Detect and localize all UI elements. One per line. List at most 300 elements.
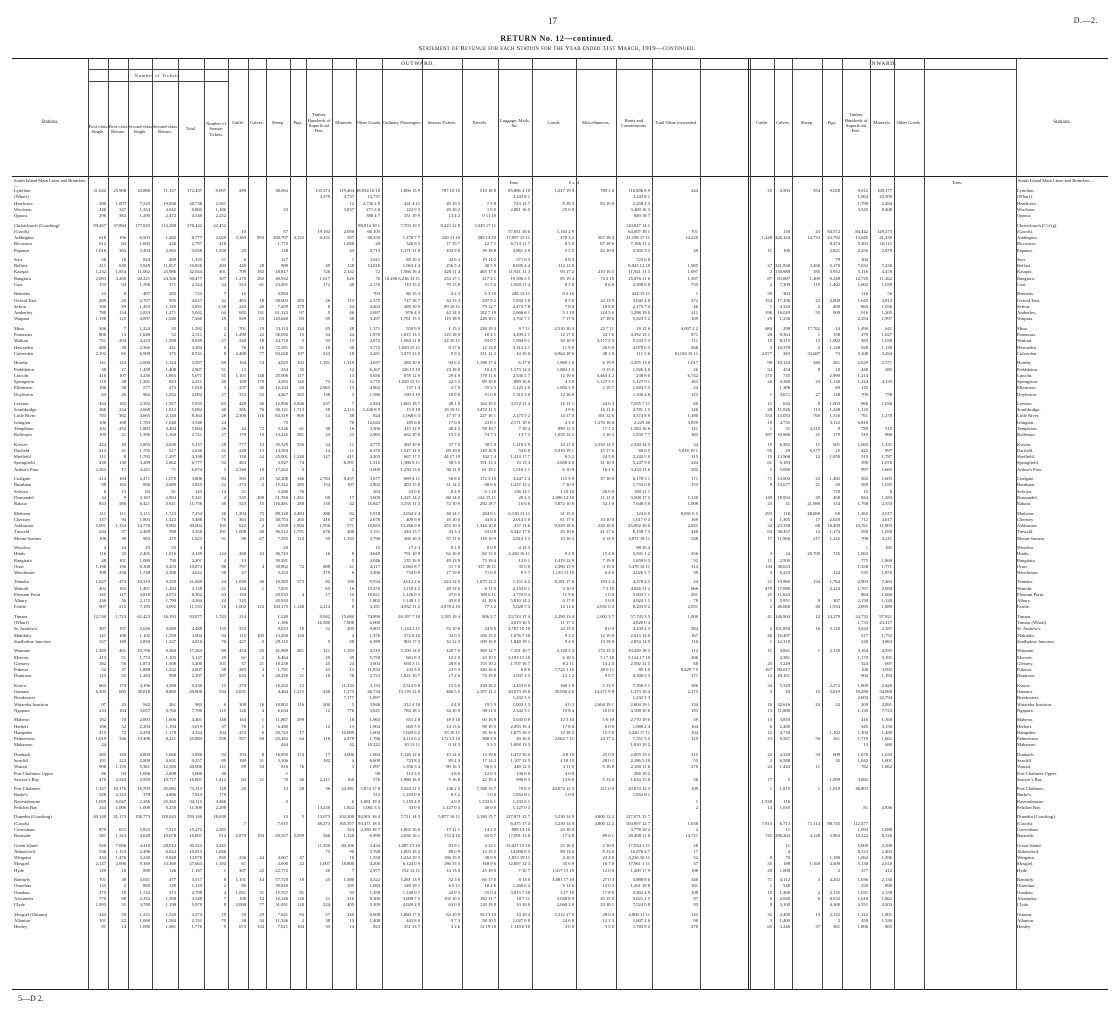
cell-n: 3,837 <box>343 206 354 212</box>
cell-x: 35 <box>767 861 772 867</box>
cell-o: 2,375 <box>369 297 380 303</box>
station-name-right: Fairlie. <box>1017 604 1031 610</box>
station-row <box>12 385 1108 391</box>
cell-v: 2,398 6 0 <box>632 281 650 287</box>
cell-d: 1,584 <box>165 917 176 923</box>
cell-c: 1,231 <box>139 911 150 917</box>
cell-q: 102 10 0 <box>443 895 460 901</box>
cell-x: 23 <box>767 736 772 741</box>
cell-k: 20,743 <box>275 729 288 735</box>
cell-v: 2,160 11 6 <box>630 764 650 770</box>
cell-ac: 2,084 <box>881 585 892 591</box>
cell-n: 18 <box>349 717 354 723</box>
cell-b: 89 <box>121 303 126 309</box>
cell-a: 1,627 <box>95 579 106 585</box>
station-name: Omakau <box>14 889 30 895</box>
cell-a: 182 <box>99 717 106 723</box>
cell-e: 30,323 <box>189 842 202 848</box>
station-row <box>12 407 1108 413</box>
cell-l: 120 <box>297 902 304 907</box>
cell-n: 5 <box>351 557 354 563</box>
cell-f: 2,298 <box>215 804 226 810</box>
cell-p: 1,761 15 5 <box>400 316 420 322</box>
station-name: Winslow <box>14 545 31 550</box>
cell-w: 14,721 <box>685 833 698 839</box>
cell-k: 11,867 <box>275 717 288 723</box>
cell-n: 15,680 <box>341 613 354 619</box>
cell-g: 1,008 <box>235 529 246 535</box>
cell-t: 6 10 3 <box>562 654 574 660</box>
cell-e: 2,511 <box>191 332 202 338</box>
cell-b: 180 <box>119 638 126 644</box>
cell-h: 2 <box>261 654 264 660</box>
station-name: Islington <box>14 419 31 425</box>
cell-k: 38,003 <box>275 297 288 303</box>
cell-t: 1,692 1 9 <box>556 385 574 391</box>
cell-u: 181 12 6 <box>597 413 614 419</box>
station-name-right: Caversham. <box>1017 826 1039 832</box>
cell-aa: 2,821 <box>829 247 840 253</box>
cell-x: 41 <box>767 613 772 619</box>
station-row <box>12 529 1108 535</box>
cell-k: 3,690 <box>277 861 288 867</box>
station-name-right: Sawyer's Bay. <box>1017 776 1043 782</box>
cell-v: 238 8 0 <box>636 372 650 378</box>
cell-u: 25 17 6 <box>600 447 614 453</box>
cell-a: 1,196 <box>95 563 106 569</box>
station-name-right: Oamaru. <box>1017 689 1033 694</box>
cell-o: 2,965 <box>369 432 380 438</box>
cell-a: 399 <box>99 200 106 206</box>
cell-u: 25 0 0 <box>602 751 614 757</box>
cell-s: 246 13 11 <box>511 291 530 297</box>
cell-f: 3 <box>223 325 226 331</box>
cell-d: 590 <box>169 529 176 535</box>
cell-s: 52 6 0 <box>518 447 530 453</box>
cell-ab: 1,312 <box>857 911 868 917</box>
cell-c: 9,160 <box>139 861 150 867</box>
cell-q: 6 0 11 <box>448 883 460 889</box>
cell-e: 5,935 <box>191 400 202 406</box>
cell-f: 76 <box>221 516 226 522</box>
station-row <box>12 257 1108 263</box>
cell-g: 20 <box>241 786 246 792</box>
cell-p: 289 10 9 <box>403 303 420 309</box>
cell-k: 15,537 <box>275 889 288 895</box>
cell-h: 19 <box>259 325 264 331</box>
cell-h: 15 <box>259 501 264 507</box>
cell-t: 12 17 0 <box>560 332 574 338</box>
cell-a: 153 <box>99 281 106 287</box>
cell-q: 1 15 3 <box>448 325 460 331</box>
cell-l: 381 <box>297 432 304 438</box>
station-name: Makareao <box>14 742 33 748</box>
cell-o: 4,775 <box>369 441 380 447</box>
cell-x: 25 <box>767 591 772 597</box>
cell-p: 149 19 1 <box>403 883 420 889</box>
station-name: Prebbleton <box>14 366 34 372</box>
cell-aa: 88,745 <box>827 820 840 826</box>
cell-d: 9,250 <box>165 579 176 585</box>
cell-v: 5,021 2 5 <box>632 895 650 901</box>
cell-p: 3,008 7 5 <box>402 895 420 901</box>
cell-ac: 1,869 <box>881 557 892 563</box>
cell-n: 240 <box>347 911 354 917</box>
cell-l: 1,791 <box>293 529 304 535</box>
cell-o: 9,803 <box>369 626 380 632</box>
cell-y: 11,960 <box>777 535 790 541</box>
cell-a: 1,347 <box>95 786 106 792</box>
cell-e: 6,803 <box>191 206 202 212</box>
cell-r: 238 16 2 <box>479 682 496 688</box>
cell-y: 130 <box>783 228 790 234</box>
cell-b: 56 <box>121 598 126 604</box>
station-row <box>12 843 1108 849</box>
cell-aa: 2,990 <box>829 372 840 378</box>
cell-n: 12 <box>349 366 354 372</box>
cell-s: 1,707 16 7 <box>510 660 530 666</box>
station-name: Coalgate <box>14 476 31 482</box>
cell-t: 12 11 0 <box>560 441 574 447</box>
cell-d: 7,915 <box>165 826 176 832</box>
cell-k: 38,063 <box>275 188 288 193</box>
cell-ac: 1,070 <box>881 460 892 466</box>
cell-h: 23 <box>259 476 264 482</box>
cell-b: 24 <box>121 545 126 550</box>
cell-n: 205 <box>347 626 354 632</box>
station-name-right: Rolleston. <box>1017 432 1036 438</box>
cell-w: 1,697 <box>687 269 698 275</box>
cell-g: 709 <box>239 269 246 275</box>
station-name: Waitohi <box>14 585 29 591</box>
cell-y: 4 <box>787 848 790 854</box>
station-row <box>12 241 1108 247</box>
cell-h: 29 <box>259 911 264 917</box>
cell-e: 2,798 <box>191 889 202 895</box>
cell-s: 2,881 16 5 <box>510 206 530 212</box>
cell-v: 725 6 0 <box>636 256 650 262</box>
cell-w: 28 <box>693 842 698 848</box>
cell-h: 8 <box>261 751 264 757</box>
cell-y: 16,487 <box>777 632 790 638</box>
cell-q: 16 19 11 <box>444 407 460 413</box>
cell-m: 36 <box>325 786 330 792</box>
cell-q: 94 6 2 <box>448 360 460 366</box>
cell-d: 3,921 <box>165 501 176 507</box>
station-name-right: Lincoln. <box>1017 372 1033 378</box>
cell-o: 3,713 <box>369 247 380 253</box>
cell-u: 89 0 1 <box>602 833 614 839</box>
cell-ab: 782 <box>861 764 868 770</box>
cell-c: 856 <box>143 482 150 488</box>
cell-v: 1,232 5 3 <box>632 695 650 701</box>
cell-c: 2,850 <box>139 638 150 644</box>
cell-ab: 1,063 <box>857 551 868 557</box>
cell-s: 6 17 0 <box>518 360 530 366</box>
cell-k: 12,896 <box>275 400 288 406</box>
cell-v: 4,924 1 1 <box>632 598 650 604</box>
cell-c: 2,111 <box>140 510 150 516</box>
cell-p: 1,665 18 7 <box>400 400 420 406</box>
station-row <box>12 489 1108 495</box>
station-name-right: Springfield. <box>1017 460 1039 466</box>
cell-q: 10 9 0 <box>448 391 460 397</box>
cell-o: 1,878 <box>369 332 380 338</box>
cell-p: 137 1 4 <box>406 385 420 391</box>
cell-v: 3,433 11 6 <box>630 466 650 472</box>
cell-f: 1,743 <box>215 613 226 619</box>
cell-z: 49 <box>815 604 820 610</box>
cell-aa: 5,619 <box>829 689 840 694</box>
cell-n: 6,591 <box>343 460 354 466</box>
cell-z: 55 <box>815 310 820 316</box>
column-rule <box>248 59 249 989</box>
cell-e: 359,140 <box>187 814 202 820</box>
cell-q: 18 3 10 <box>446 717 460 723</box>
cell-v: 20,074 12 3 <box>628 786 650 792</box>
cell-g: 44 <box>241 425 246 431</box>
cell-e: 2,324 <box>191 281 202 287</box>
cell-ab: 2,354 <box>857 316 868 322</box>
cell-v: 1,607 2 6 <box>632 917 650 923</box>
cell-p: 222 9 3 <box>406 206 420 212</box>
cell-s: 3,861 2 9 <box>512 247 530 253</box>
cell-e: 143 <box>195 488 202 494</box>
cell-x: 1,530 <box>761 798 772 804</box>
cell-n: 24 <box>349 332 354 338</box>
cell-q: 28 14 6 <box>446 585 460 591</box>
cell-a: 4 <box>103 545 106 550</box>
cell-a: 381 <box>99 833 106 839</box>
station-row <box>12 702 1108 708</box>
cell-t: 5,910 19 1 <box>554 447 574 453</box>
cell-ac: 1,660 <box>881 591 892 597</box>
station-row <box>12 890 1108 896</box>
cell-c: 3,494 <box>139 247 150 253</box>
cell-ab: 106 <box>861 667 868 673</box>
cell-l: 1,148 <box>293 604 304 610</box>
cell-d: 1,308 <box>165 660 176 666</box>
station-row <box>12 213 1108 219</box>
cell-s: 49 16 0 <box>516 736 530 741</box>
cell-m: 39 <box>325 316 330 322</box>
cell-m: 55 <box>325 535 330 541</box>
cell-y: 634 <box>783 400 790 406</box>
cell-z: 48,069 <box>807 510 820 516</box>
cell-b: 1,153 <box>115 848 126 854</box>
cell-g: 1,101 <box>235 372 246 378</box>
cell-m: 13,230 <box>317 804 330 810</box>
cell-y: 8,319 <box>779 338 790 344</box>
cell-d: 25,986 <box>163 269 176 275</box>
cell-t: 93 17 2 <box>560 269 574 275</box>
cell-o: 4,649 <box>369 551 380 557</box>
cell-y: 146,904 <box>775 613 790 619</box>
cell-n: 128 <box>347 263 354 269</box>
cell-e: 10,813 <box>189 848 202 854</box>
cell-y: 10,134 <box>777 360 790 366</box>
cell-q: 17 19 7 <box>446 241 460 247</box>
station-row <box>12 924 1108 930</box>
cell-k: 89,120 <box>275 510 288 516</box>
station-row <box>12 695 1108 701</box>
cell-v: 180 11 1 <box>634 488 650 494</box>
cell-a: 133 <box>99 883 106 889</box>
station-name: Oturehua <box>14 883 32 889</box>
cell-aa: 2,135 <box>829 889 840 895</box>
cell-ab: 448 <box>861 366 868 372</box>
cell-v: 4,078 0 5 <box>632 344 650 350</box>
cell-r: 238 19 4 <box>479 325 496 331</box>
station-name: Palmerston <box>14 736 35 741</box>
cell-r: 60 16 9 <box>482 717 496 723</box>
cell-d: 1,398 <box>165 895 176 901</box>
cell-b: 130 <box>119 460 126 466</box>
cell-ab: 761 <box>861 413 868 419</box>
cell-s: 6,475 17 4 <box>510 820 530 826</box>
cell-l: 5 <box>301 338 304 344</box>
station-name-right: (Goods). <box>1017 228 1034 234</box>
cell-m: 416 <box>323 516 330 522</box>
cell-v: 1,733 0 0 <box>632 482 650 488</box>
cell-ab: 709 <box>861 391 868 397</box>
cell-o: 3,790 <box>369 535 380 541</box>
cell-z: 17,762 <box>807 325 820 331</box>
cell-r: 1,344 10 0 <box>476 523 496 528</box>
column-rule <box>422 59 423 989</box>
cell-y: 1,306 <box>779 385 790 391</box>
cell-v: 2,330 14 5 <box>630 441 650 447</box>
cell-f: 89 <box>221 758 226 763</box>
cell-x: 134 <box>765 563 772 569</box>
cell-w: 270 <box>691 924 698 929</box>
station-row <box>12 545 1108 551</box>
cell-o: 824 <box>373 413 380 419</box>
cell-l: 76 <box>299 488 304 494</box>
cell-y: 11,026 <box>777 407 790 413</box>
cell-g: 1,294 <box>235 510 246 516</box>
cell-ab: 483 <box>861 338 868 344</box>
cell-o: 1,904 <box>369 723 380 729</box>
cell-u: 1,127 5 1 <box>596 379 614 384</box>
cell-n: 88 <box>349 638 354 644</box>
cell-u: 12 0 3 <box>602 883 614 889</box>
cell-u: 24 13 9 <box>600 297 614 303</box>
station-name-right: Albury. <box>1017 598 1031 604</box>
cell-p: 550 9 0 <box>406 325 420 331</box>
cell-n: 8 <box>351 551 354 557</box>
cell-o: 13,737 <box>367 194 380 200</box>
column-header-minerals: Minerals. <box>335 120 353 126</box>
cell-n: 37 <box>349 516 354 522</box>
cell-s: 17,897 15 11 <box>506 235 530 240</box>
cell-aa: 2,132 <box>829 911 840 917</box>
column-rule <box>290 59 291 989</box>
cell-v: 2,225 40 <box>633 419 650 425</box>
cell-n: 24 <box>349 303 354 309</box>
station-name-right: Little River. <box>1017 413 1040 419</box>
station-name-right: Dunedin (Coaching). <box>1017 814 1056 820</box>
station-name-right: Alexandra. <box>1017 895 1038 901</box>
cell-k: 1,773 <box>277 241 288 247</box>
cell-m: 30 <box>325 425 330 431</box>
cell-w: 125 <box>691 736 698 741</box>
station-name-right: Bennetts. <box>1017 291 1035 297</box>
cell-d: 3,080 <box>165 626 176 632</box>
cell-d: 1,865 <box>165 372 176 378</box>
cell-ab: 369 <box>861 482 868 488</box>
cell-n: 1 <box>351 256 354 262</box>
cell-o: 1,963 <box>369 717 380 723</box>
cell-e: 3,147 <box>191 654 202 660</box>
cell-u: 3,463 4 2 <box>596 372 614 378</box>
cell-h: 18 <box>259 338 264 344</box>
cell-t: 14 17 0 <box>560 413 574 419</box>
cell-g: 701 <box>239 325 246 331</box>
cell-q: 1,127 0 3 <box>442 804 460 810</box>
cell-k: 6,634 <box>277 707 288 713</box>
station-name-right: Rakaia. <box>1017 501 1031 507</box>
cell-f: 94 <box>221 751 226 757</box>
cell-a: 59,267 <box>93 222 106 228</box>
cell-r: 170 11 6 <box>480 372 496 378</box>
cell-q: 8 17 6 <box>448 344 460 350</box>
cell-r: 1,075 12 2 <box>476 579 496 585</box>
cell-p: 1,986 18 0 <box>400 776 420 782</box>
cell-w: 10,194 16 11 <box>674 350 698 356</box>
cell-g: 13 <box>241 557 246 563</box>
cell-n: 620 <box>347 275 354 281</box>
cell-a: 489 <box>99 344 106 350</box>
cell-u: 16 0 0 <box>602 707 614 713</box>
cell-f: 64 <box>221 310 226 316</box>
cell-b: 43 <box>121 701 126 707</box>
cell-g: 260 <box>239 551 246 557</box>
cell-w: 340 <box>691 877 698 882</box>
cell-v: 1,652 8 1 <box>632 792 650 798</box>
cell-w: 171 <box>691 476 698 482</box>
cell-e: 3,031 <box>191 303 202 309</box>
cell-o: 5,750 <box>369 654 380 660</box>
station-name: Doyleston <box>14 391 33 397</box>
cell-s: 1,107 12 5 <box>510 758 530 763</box>
cell-f: 1,184 <box>215 861 226 867</box>
cell-k: 51,760 <box>275 494 288 500</box>
cell-l: 134 <box>297 632 304 638</box>
cell-r: 44 8 4 <box>484 516 496 522</box>
cell-o: 6,189 <box>369 638 380 644</box>
cell-ac: 412 <box>885 867 892 873</box>
cell-ab: 1,042 <box>857 758 868 763</box>
cell-y: 5,951 <box>779 598 790 604</box>
cell-b: 101 <box>119 557 126 563</box>
column-header-in-cattle: Cattle. <box>755 120 769 126</box>
cell-c: 16,709 <box>137 786 150 792</box>
cell-ac: 890 <box>885 883 892 889</box>
station-name: Papanui <box>14 247 29 253</box>
cell-r: 109 10 0 <box>479 638 496 644</box>
cell-t: 16 11 1 <box>560 400 574 406</box>
cell-k: 989 <box>281 263 288 269</box>
cell-f: 307 <box>219 275 226 281</box>
cell-r: 7 5 8 <box>486 200 496 206</box>
cell-o: 3,946 <box>369 701 380 707</box>
cell-u: 37 10 0 <box>600 476 614 482</box>
cell-b: 88 <box>121 895 126 901</box>
station-name: Oxford East <box>14 297 37 303</box>
column-rule <box>774 59 775 989</box>
cell-a: 188 <box>99 723 106 729</box>
